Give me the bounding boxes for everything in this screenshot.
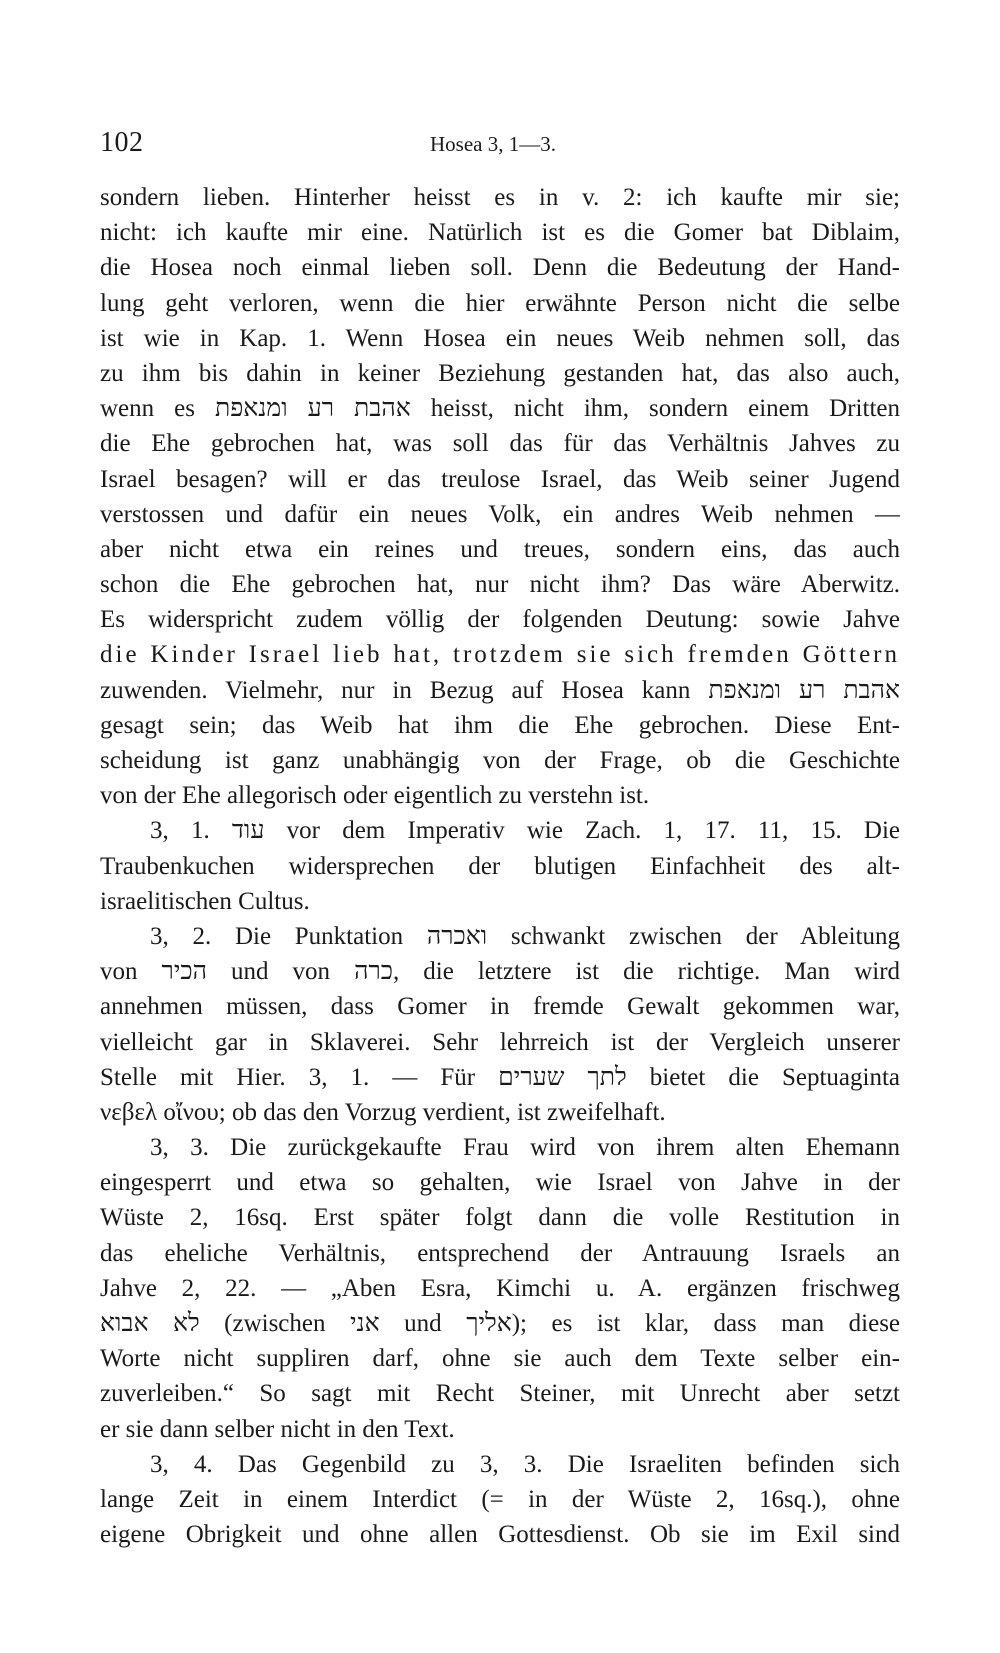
- text-line: 3, 4. Das Gegenbild zu 3, 3. Die Israeliten befinden sich: [150, 1450, 900, 1478]
- text-line: schon die Ehe gebrochen hat, nur nicht ihm? Das wäre Aberwitz.: [100, 571, 900, 599]
- text-line: Worte nicht suppliren darf, ohne sie auch dem Texte selber ein-: [100, 1345, 900, 1373]
- page-header: [100, 126, 900, 166]
- text-line: zuverleiben.“ So sagt mit Recht Steiner, mit Unrecht aber setzt: [100, 1380, 900, 1408]
- text-line: zu ihm bis dahin in keiner Beziehung gestanden hat, das also auch,: [100, 359, 900, 387]
- text-line: er sie dann selber nicht in den Text.: [100, 1415, 455, 1443]
- text-line: annehmen müssen, dass Gomer in fremde Gewalt gekommen war,: [100, 993, 900, 1021]
- text-line: Traubenkuchen widersprechen der blutigen Einfachheit des alt-: [100, 852, 900, 880]
- text-line: vielleicht gar in Sklaverei. Sehr lehrreich ist der Vergleich unserer: [100, 1028, 900, 1056]
- text-line: 3, 3. Die zurückgekaufte Frau wird von ihrem alten Ehemann: [150, 1134, 900, 1162]
- page-number: 102: [100, 127, 144, 158]
- text-line: ist wie in Kap. 1. Wenn Hosea ein neues Weib nehmen soll, das: [100, 324, 900, 352]
- text-line: eigene Obrigkeit und ohne allen Gottesdienst. Ob sie im Exil sind: [100, 1521, 900, 1549]
- text-line: scheidung ist ganz unabhängig von der Frage, ob die Geschichte: [100, 747, 900, 774]
- text-line: lange Zeit in einem Interdict (= in der Wüste 2, 16sq.), ohne: [100, 1485, 900, 1513]
- text-line: eingesperrt und etwa so gehalten, wie Israel von Jahve in der: [100, 1169, 900, 1197]
- text-line: die Kinder Israel lieb hat, trotzdem sie sich fremden Göttern: [100, 641, 900, 669]
- text-line: das eheliche Verhältnis, entsprechend der Antrauung Israels an: [100, 1239, 900, 1267]
- text-line: Jahve 2, 22. — „Aben Esra, Kimchi u. A. ergänzen frischweg: [100, 1274, 900, 1302]
- text-line: wenn es אהבת רע ומנאפת heisst, nicht ihm, sondern einem Dritten: [100, 395, 900, 423]
- text-line: νεβελ οἴνου; ob das den Vorzug verdient, ist zweifelhaft.: [100, 1098, 666, 1126]
- text-line: Es widerspricht zudem völlig der folgenden Deutung: sowie Jahve: [100, 606, 900, 634]
- text-line: israelitischen Cultus.: [100, 887, 310, 915]
- text-line: Wüste 2, 16sq. Erst später folgt dann die volle Restitution in: [100, 1204, 900, 1232]
- body-text: [100, 180, 900, 1552]
- text-line: sondern lieben. Hinterher heisst es in v. 2: ich kaufte mir sie;: [100, 184, 900, 211]
- text-line: לא אבוא (zwischen אני und אליך); es ist klar, dass man diese: [100, 1310, 901, 1337]
- text-line: gesagt sein; das Weib hat ihm die Ehe gebrochen. Diese Ent-: [100, 711, 900, 739]
- text-line: nicht: ich kaufte mir eine. Natürlich ist es die Gomer bat Diblaim,: [100, 219, 900, 247]
- text-line: verstossen und dafür ein neues Volk, ein andres Weib nehmen —: [100, 500, 900, 528]
- running-head: Hosea 3, 1—3.: [430, 132, 556, 156]
- text-line: von הכיר und von כרה, die letztere ist die richtige. Man wird: [100, 958, 901, 986]
- text-line: von der Ehe allegorisch oder eigentlich zu verstehn ist.: [100, 782, 650, 810]
- text-line: 3, 1. עוד vor dem Imperativ wie Zach. 1, 17. 11, 15. Die: [150, 817, 901, 845]
- text-line: die Ehe gebrochen hat, was soll das für das Verhältnis Jahves zu: [100, 430, 900, 458]
- text-line: Stelle mit Hier. 3, 1. — Für לתך שערים bietet die Septuaginta: [100, 1063, 900, 1091]
- text-line: 3, 2. Die Punktation ואכרה schwankt zwischen der Ableitung: [150, 922, 900, 950]
- text-line: aber nicht etwa ein reines und treues, sondern eins, das auch: [100, 535, 900, 563]
- text-line: Israel besagen? will er das treulose Israel, das Weib seiner Jugend: [100, 465, 900, 493]
- text-line: lung geht verloren, wenn die hier erwähnte Person nicht die selbe: [100, 289, 900, 317]
- text-line: zuwenden. Vielmehr, nur in Bezug auf Hosea kann אהבת רע ומנאפת: [100, 676, 900, 704]
- text-line: die Hosea noch einmal lieben soll. Denn die Bedeutung der Hand-: [100, 254, 900, 282]
